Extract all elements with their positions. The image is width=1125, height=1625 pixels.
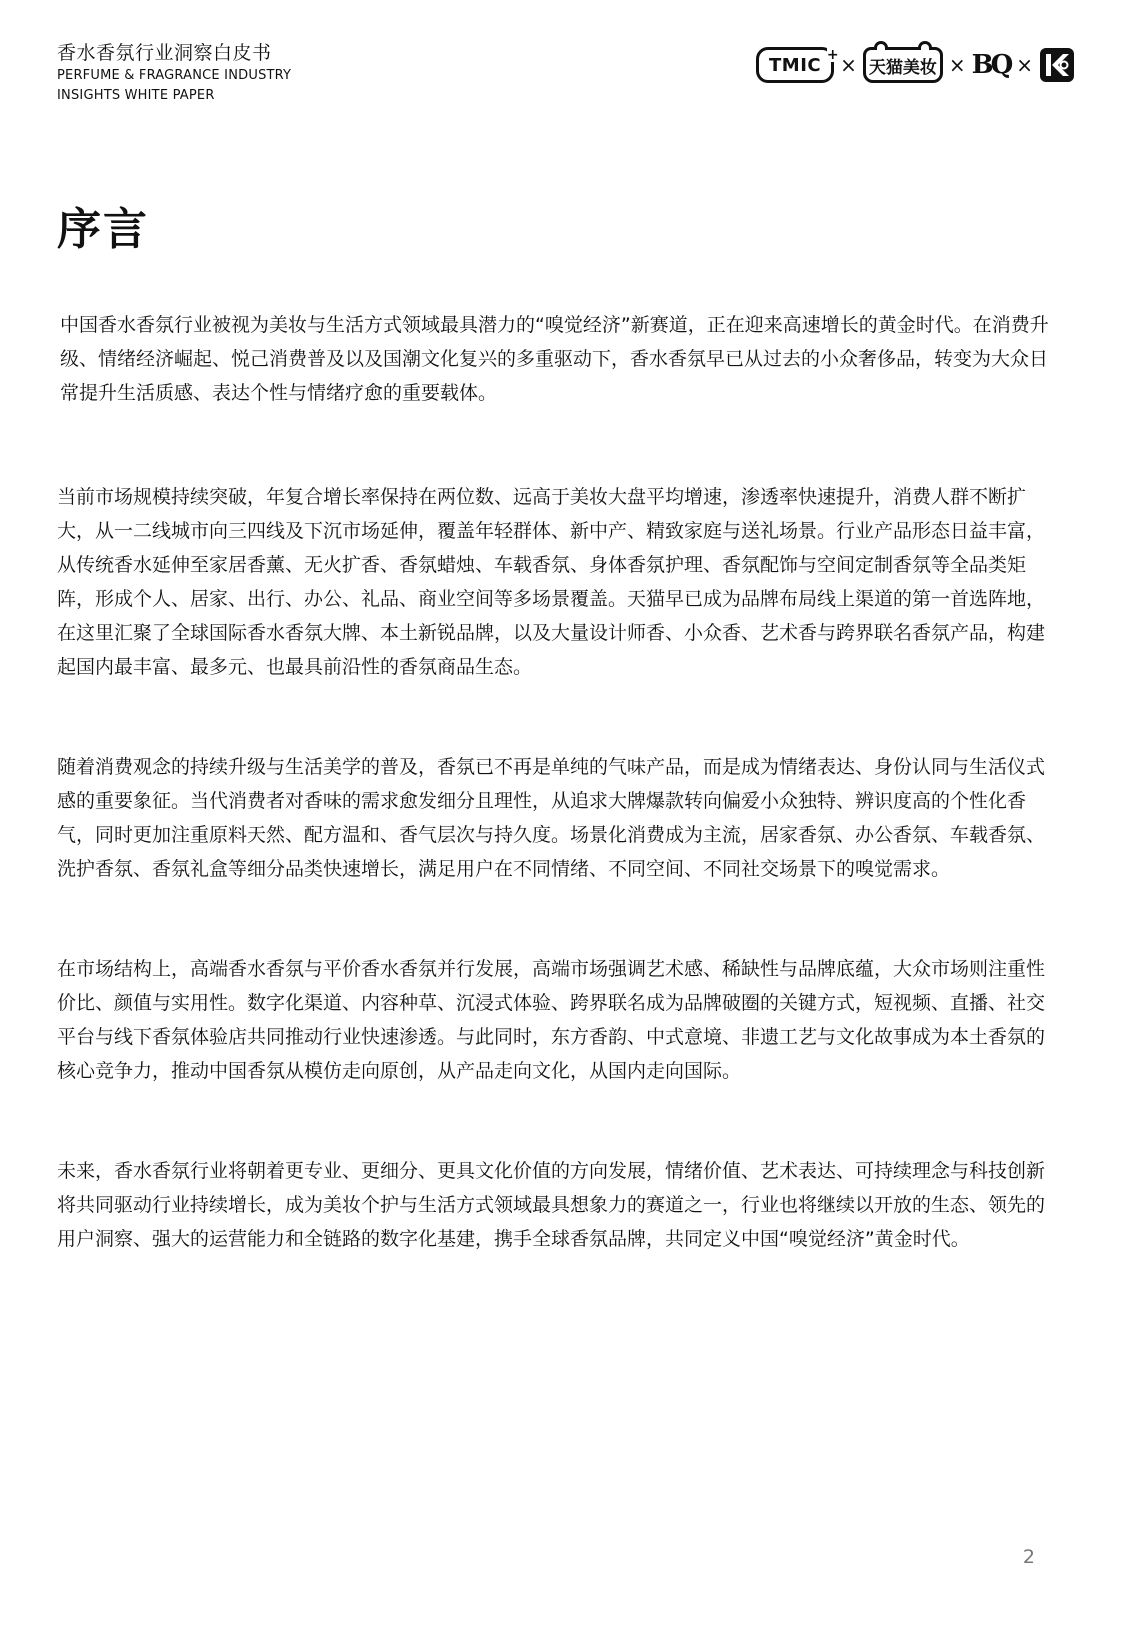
cat-ear-icon	[874, 41, 888, 50]
logo-separator: ×	[948, 53, 966, 77]
document-title-en-line2: INSIGHTS WHITE PAPER	[57, 88, 215, 103]
preface-paragraph: 在市场结构上，高端香水香氛与平价香水香氛并行发展，高端市场强调艺术感、稀缺性与品牌底蕴，大众市场则注重性价比、颜值与实用性。数字化渠道、内容种草、沉浸式体验、跨界联名成为品牌破圈的关键方式，短视频、直播、社交平台与线下香氛体验店共同推动行业快速渗透。与此同时，东方香韵、中式意境、非遗工艺与文化故事成为本土香氛的核心竞争力，推动中国香氛从模仿走向原创，从产品走向文化，从国内走向国际。	[57, 958, 1046, 1082]
bq-logo: BQ	[971, 50, 1011, 80]
logo-separator: ×	[840, 53, 857, 77]
preface-paragraph: 当前市场规模持续突破，年复合增长率保持在两位数、远高于美妆大盘平均增速，渗透率快速提升，消费人群不断扩大，从一二线城市向三四线及下沉市场延伸，覆盖年轻群体、新中产、精致家庭与送礼场景。行业产品形态日益丰富，从传统香水延伸至家居香薰、无火扩香、香氛蜡烛、车载香氛、身体香氛护理、香氛配饰与空间定制香氛等全品类矩阵，形成个人、居家、出行、办公、礼品、商业空间等多场景覆盖。天猫早已成为品牌布局线上渠道的第一首选阵地，在这里汇聚了全球国际香水香氛大牌、本土新锐品牌，以及大量设计师香、小众香、艺术香与跨界联名香氛产品，构建起国内最丰富、最多元、也最具前沿性的香氛商品生态。	[57, 486, 1046, 678]
preface-paragraph: 随着消费观念的持续升级与生活美学的普及，香氛已不再是单纯的气味产品，而是成为情绪表达、身份认同与生活仪式感的重要象征。当代消费者对香味的需求愈发细分且理性，从追求大牌爆款转向偏爱小众独特、辨识度高的个性化香气，同时更加注重原料天然、配方温和、香气层次与持久度。场景化消费成为主流，居家香氛、办公香氛、车载香氛、洗护香氛、香氛礼盒等细分品类快速增长，满足用户在不同情绪、不同空间、不同社交场景下的嗅觉需求。	[57, 756, 1046, 880]
tmall-beauty-logo	[863, 47, 943, 83]
k-logo	[1039, 47, 1075, 83]
document-header	[57, 40, 291, 106]
document-title-en-line1: PERFUME & FRAGRANCE INDUSTRY	[57, 68, 292, 83]
section-title: 序言	[57, 204, 149, 255]
page-number: 2	[1022, 1546, 1035, 1568]
logo-separator: ×	[1016, 53, 1033, 77]
tmall-beauty-logo-text: 天猫美妆	[868, 57, 937, 78]
tmic-logo-text: TMIC	[769, 54, 822, 76]
preface-paragraph: 中国香水香氛行业被视为美妆与生活方式领域最具潜力的“嗅觉经济”新赛道，正在迎来高速增长的黄金时代。在消费升级、情绪经济崛起、悦己消费普及以及国潮文化复兴的多重驱动下，香水香氛早已从过去的小众奢侈品，转变为大众日常提升生活质感、表达个性与情绪疗愈的重要载体。	[60, 314, 1049, 404]
cat-ear-icon	[918, 41, 932, 50]
partner-logos	[756, 40, 1075, 90]
plus-icon: +	[826, 47, 840, 63]
k-logo-icon	[1039, 47, 1075, 83]
document-title-cn: 香水香氛行业洞察白皮书	[57, 42, 272, 64]
preface-body	[57, 308, 1057, 1256]
preface-paragraph: 未来，香水香氛行业将朝着更专业、更细分、更具文化价值的方向发展，情绪价值、艺术表达、可持续理念与科技创新将共同驱动行业持续增长，成为美妆个护与生活方式领域最具想象力的赛道之一，行业也将继续以开放的生态、领先的用户洞察、强大的运营能力和全链路的数字化基建，携手全球香氛品牌，共同定义中国“嗅觉经济”黄金时代。	[57, 1160, 1046, 1250]
tmic-logo	[756, 47, 840, 83]
